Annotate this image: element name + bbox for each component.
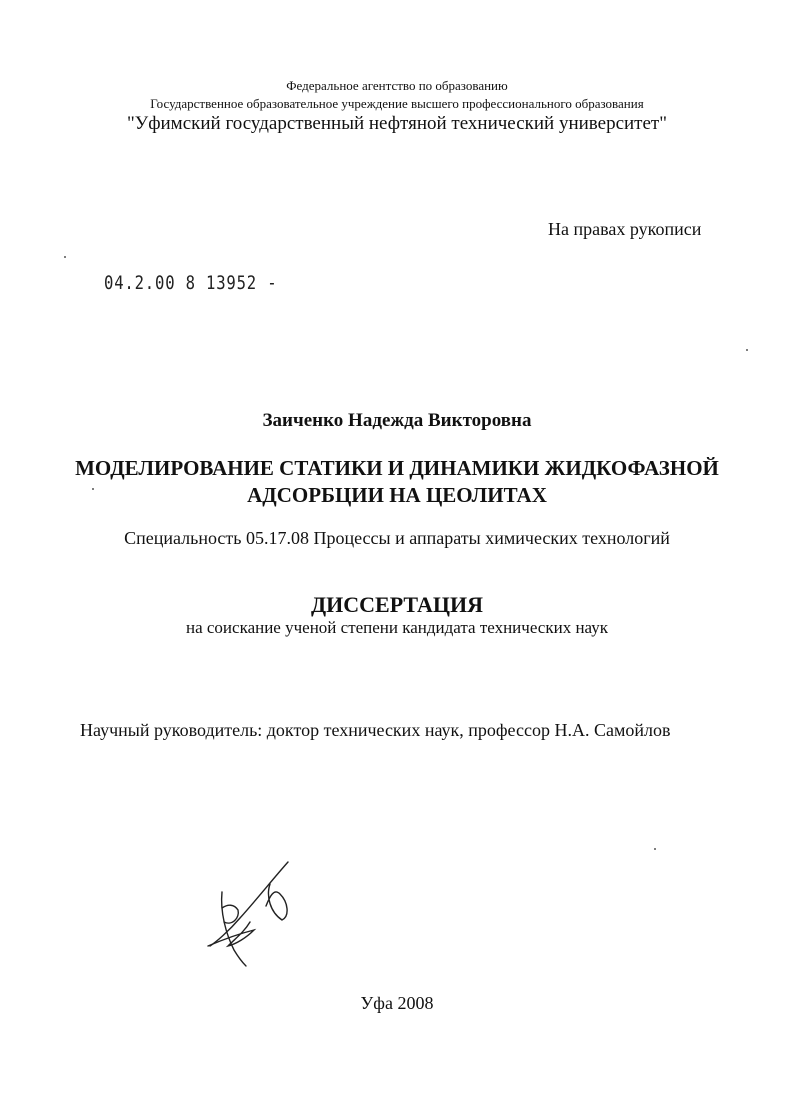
scan-speck (746, 349, 748, 351)
title-line-1: МОДЕЛИРОВАНИЕ СТАТИКИ И ДИНАМИКИ ЖИДКОФАЗНОЙ (75, 456, 719, 480)
advisor-line: Научный руководитель: доктор технических наук, профессор Н.А. Самойлов (80, 720, 671, 740)
dissertation-title (0, 455, 794, 509)
title-line-2: АДСОРБЦИИ НА ЦЕОЛИТАХ (247, 483, 547, 507)
city-year: Уфа 2008 (360, 993, 434, 1013)
specialty-line: Специальность 05.17.08 Процессы и аппараты химических технологий (124, 528, 670, 548)
registration-number-stamp: 04.2.00 8 13952 - (104, 272, 278, 294)
author-name: Заиченко Надежда Викторовна (262, 410, 532, 431)
agency-line: Федеральное агентство по образованию (286, 78, 508, 93)
handwritten-signature-icon (200, 860, 300, 970)
scan-speck (654, 848, 656, 850)
scan-speck (64, 256, 66, 258)
document-type: ДИССЕРТАЦИЯ (311, 592, 483, 617)
institution-line: Государственное образовательное учреждение высшего профессионального образования (150, 96, 644, 111)
scan-speck (92, 488, 94, 490)
university-name: "Уфимский государственный нефтяной технический университет" (127, 113, 667, 134)
rights-note: На правах рукописи (548, 219, 702, 239)
degree-line: на соискание ученой степени кандидата технических наук (185, 618, 608, 637)
